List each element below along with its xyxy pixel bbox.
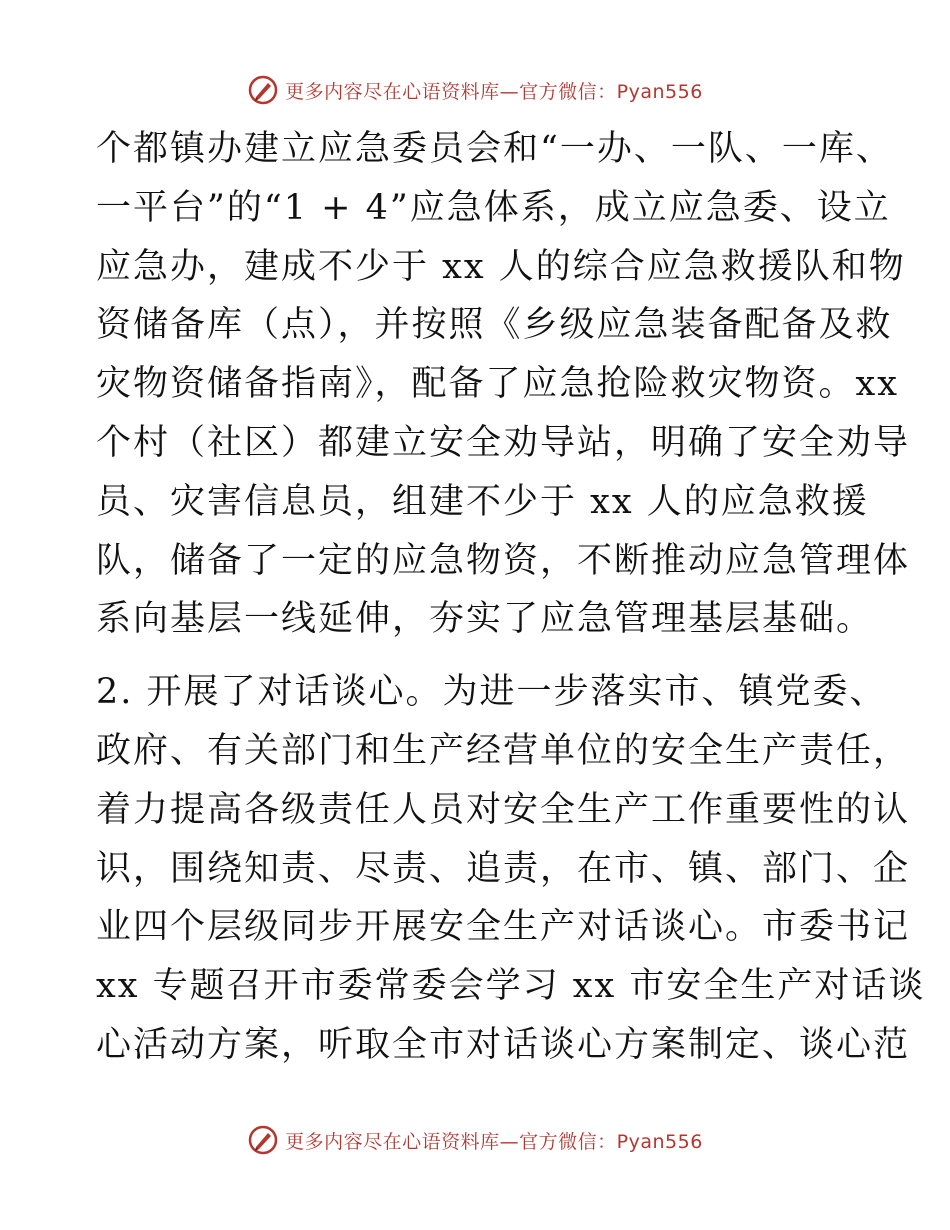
text-line: 着力提高各级责任人员对安全生产工作重要性的认 <box>96 789 911 830</box>
text-line: 系向基层一线延伸，夯实了应急管理基层基础。 <box>96 599 874 640</box>
text-line: 一平台”的“1 + 4”应急体系，成立应急委、设立 <box>96 187 891 228</box>
text-line: 2. 开展了对话谈心。为进一步落实市、镇党委、 <box>96 672 887 713</box>
text-line: 识，围绕知责、尽责、追责，在市、镇、部门、企 <box>96 848 911 889</box>
text-line: 应急办，建成不少于 xx 人的综合应急救援队和物 <box>96 246 906 287</box>
text-line: 个都镇办建立应急委员会和“一办、一队、一库、 <box>96 129 893 169</box>
text-line: 员、灾害信息员，组建不少于 xx 人的应急救援 <box>96 481 869 522</box>
paragraph-1 <box>96 120 911 649</box>
text-line: xx 专题召开市委常委会学习 xx 市安全生产对话谈 <box>96 966 926 1007</box>
text-line: 政府、有关部门和生产经营单位的安全生产责任， <box>96 730 911 771</box>
text-line: 资储备库（点），并按照《乡级应急装备配备及救 <box>96 305 893 346</box>
text-line: 灾物资储备指南》，配备了应急抢险救灾物资。xx <box>96 364 899 405</box>
paragraph-gap <box>96 649 856 663</box>
header-watermark <box>0 70 950 110</box>
text-line: 个村（社区）都建立安全劝导站，明确了安全劝导 <box>96 422 911 463</box>
text-line: 队，储备了一定的应急物资，不断推动应急管理体 <box>96 540 911 581</box>
paragraph-2 <box>96 663 926 1075</box>
watermark-text: 更多内容尽在心语资料库—官方微信：Pyan556 <box>285 80 703 103</box>
document-body <box>96 120 926 1075</box>
pen-logo-icon <box>247 1124 279 1156</box>
text-line: 心活动方案，听取全市对话谈心方案制定、谈心范 <box>96 1024 911 1065</box>
text-line: 业四个层级同步开展安全生产对话谈心。市委书记 <box>96 907 911 948</box>
pen-logo-icon <box>247 74 279 106</box>
watermark-text: 更多内容尽在心语资料库—官方微信：Pyan556 <box>285 1130 703 1153</box>
footer-watermark <box>0 1120 950 1160</box>
